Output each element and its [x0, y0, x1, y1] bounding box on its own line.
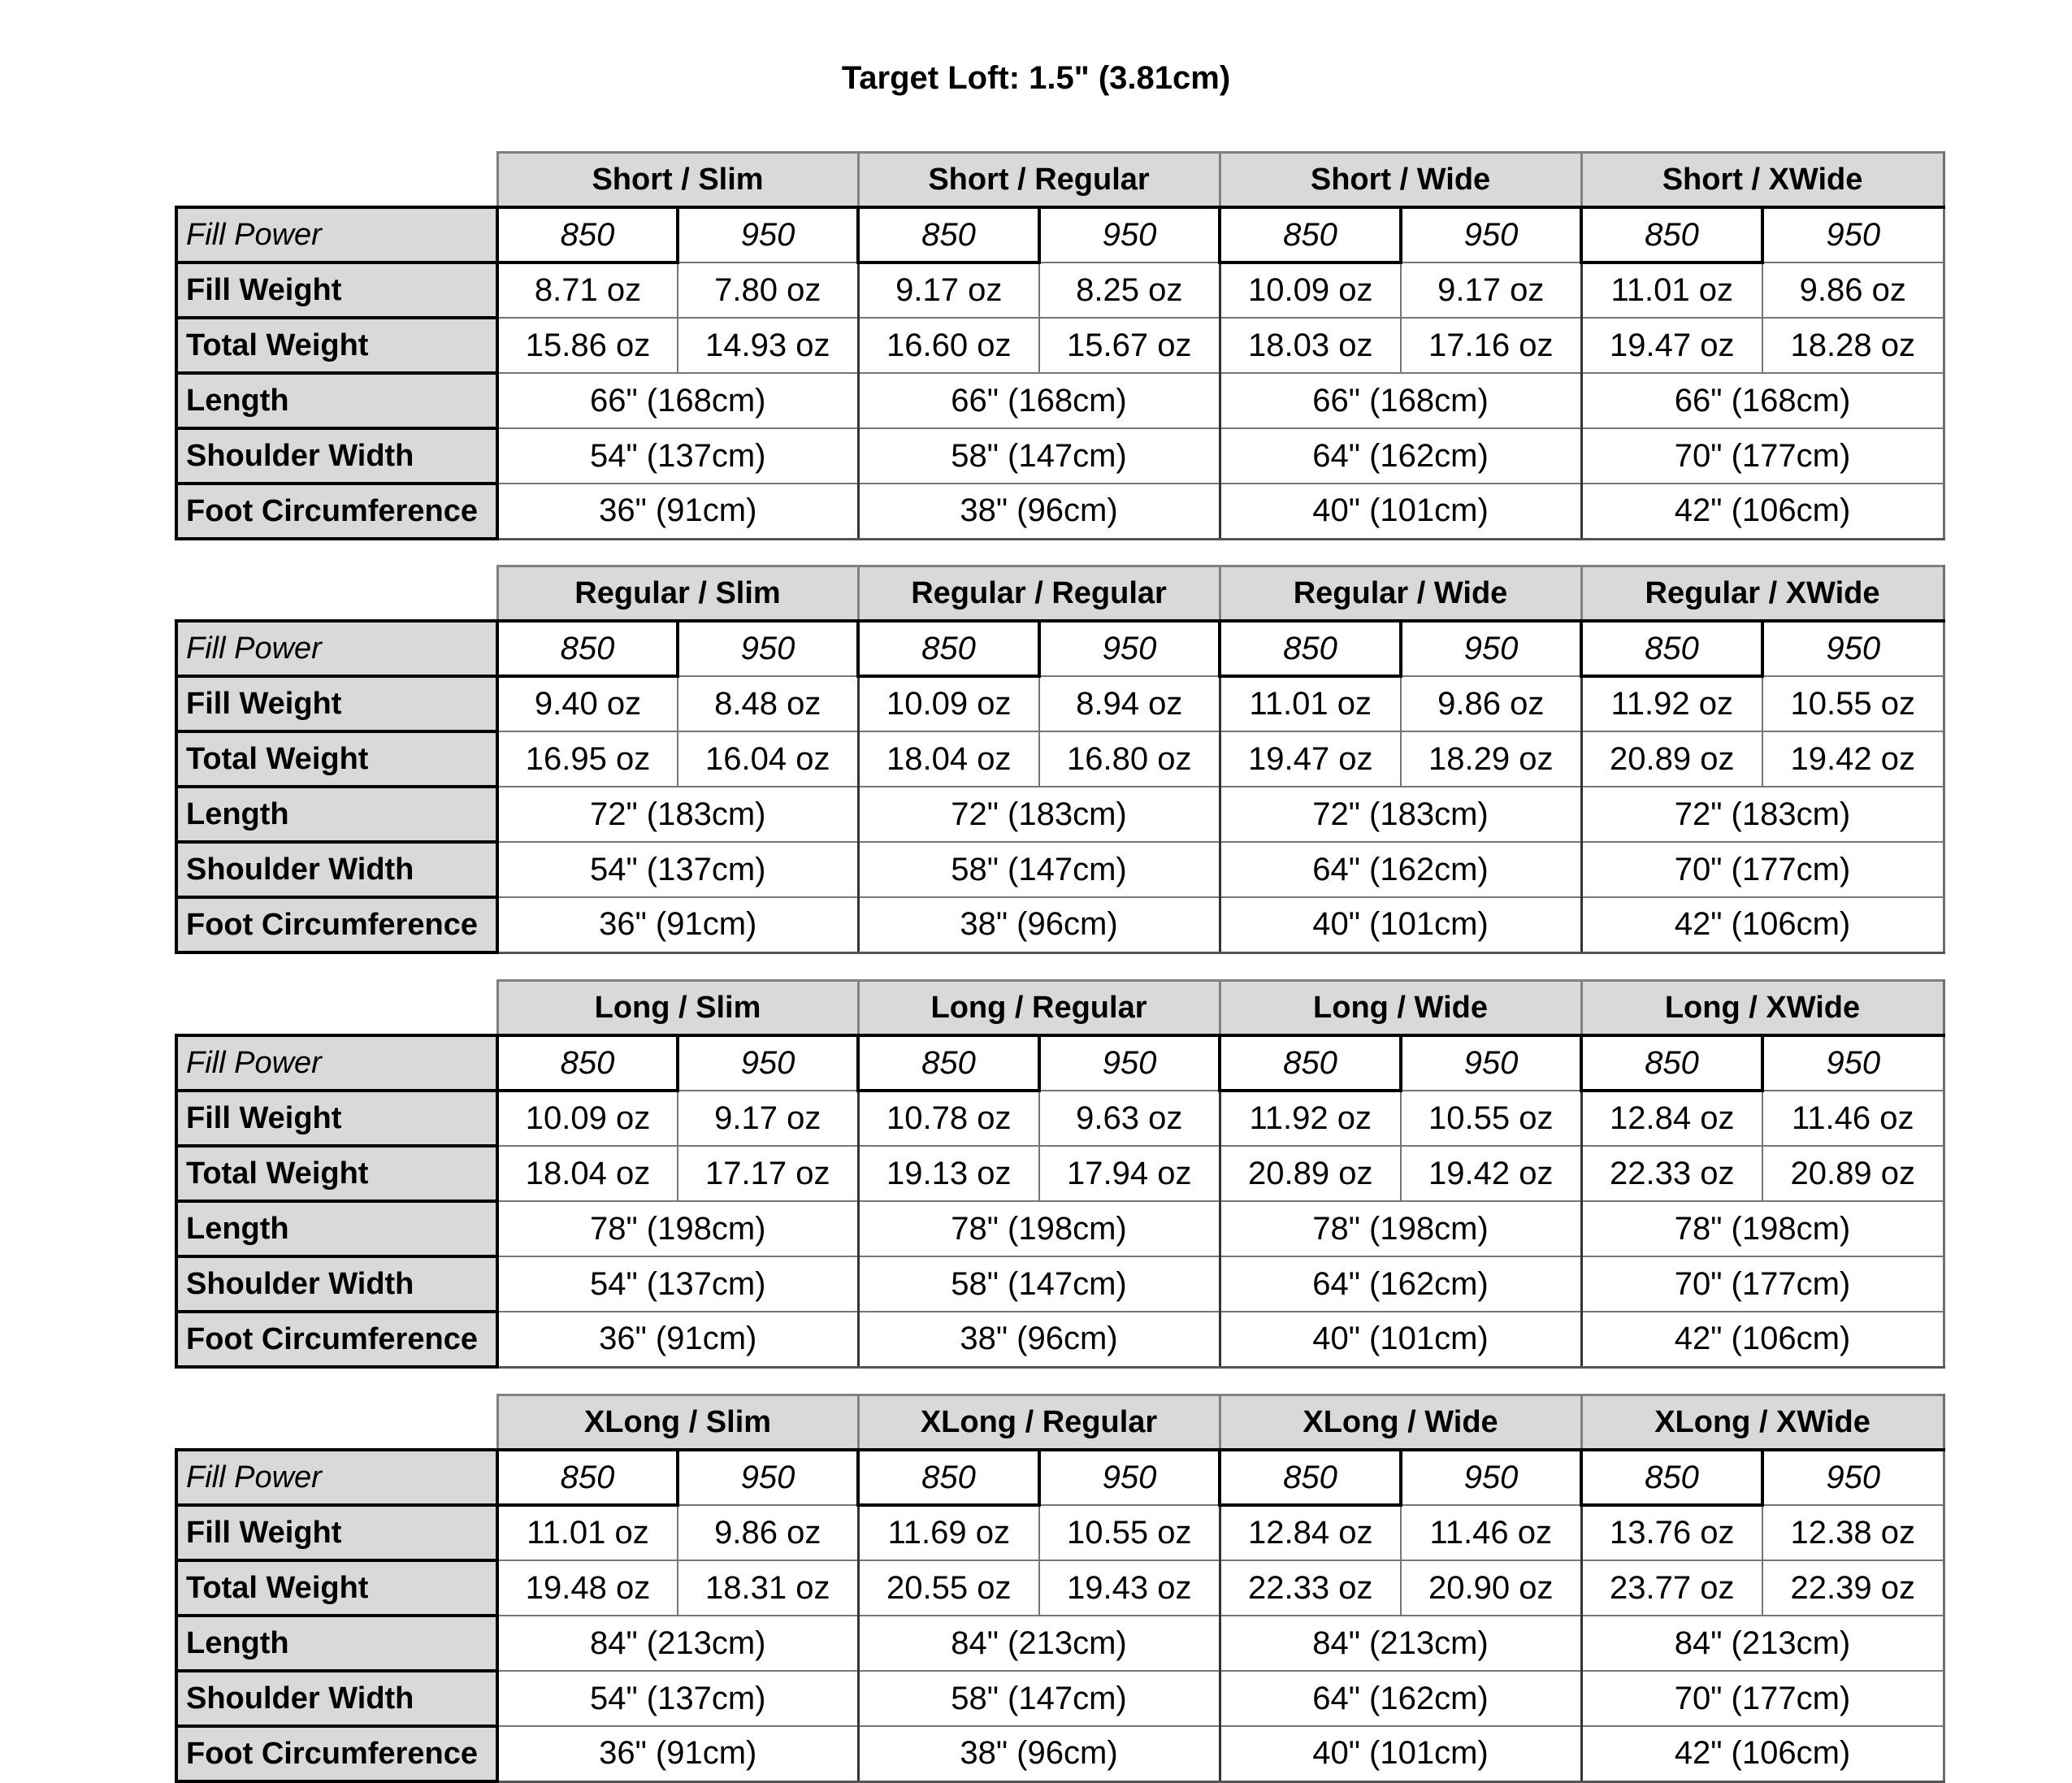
data-cell: 850: [1220, 621, 1401, 676]
data-cell: 850: [1581, 621, 1762, 676]
data-cell: 58" (147cm): [858, 428, 1220, 484]
data-cell: 9.86 oz: [678, 1505, 858, 1560]
data-cell: 22.33 oz: [1581, 1146, 1762, 1201]
fill-weight-row: [176, 1505, 1944, 1560]
row-label: Total Weight: [176, 318, 497, 373]
data-cell: 19.43 oz: [1039, 1560, 1220, 1616]
shoulder-width-row: [176, 1256, 1944, 1312]
data-cell: 58" (147cm): [858, 842, 1220, 897]
length-row: [176, 1616, 1944, 1671]
data-cell: 19.13 oz: [858, 1146, 1039, 1201]
column-header: Short / Regular: [858, 153, 1220, 208]
data-cell: 78" (198cm): [497, 1201, 858, 1256]
data-cell: 38" (96cm): [858, 484, 1220, 539]
data-cell: 38" (96cm): [858, 1726, 1220, 1781]
data-cell: 72" (183cm): [858, 787, 1220, 842]
data-cell: 950: [678, 1035, 858, 1091]
row-label: Shoulder Width: [176, 842, 497, 897]
row-label: Length: [176, 787, 497, 842]
data-cell: 7.80 oz: [678, 262, 858, 318]
data-cell: 11.92 oz: [1220, 1091, 1401, 1146]
data-cell: 9.17 oz: [858, 262, 1039, 318]
size-table-long: [175, 979, 1945, 1369]
data-cell: 20.55 oz: [858, 1560, 1039, 1616]
data-cell: 11.01 oz: [1581, 262, 1762, 318]
header-row: [176, 1395, 1944, 1451]
data-cell: 850: [1220, 1035, 1401, 1091]
column-header: Short / Slim: [497, 153, 858, 208]
foot-circumference-row: [176, 1312, 1944, 1367]
data-cell: 38" (96cm): [858, 897, 1220, 952]
data-cell: 58" (147cm): [858, 1671, 1220, 1726]
column-header: XLong / Wide: [1220, 1395, 1581, 1451]
column-header: XLong / XWide: [1581, 1395, 1944, 1451]
data-cell: 950: [1401, 1450, 1581, 1505]
fill-weight-row: [176, 676, 1944, 731]
row-label: Shoulder Width: [176, 1256, 497, 1312]
data-cell: 19.47 oz: [1220, 731, 1401, 787]
foot-circumference-row: [176, 1726, 1944, 1781]
data-cell: 850: [858, 1450, 1039, 1505]
data-cell: 850: [1581, 207, 1762, 262]
data-cell: 950: [1762, 1450, 1944, 1505]
data-cell: 950: [1039, 1035, 1220, 1091]
data-cell: 66" (168cm): [497, 373, 858, 428]
shoulder-width-row: [176, 842, 1944, 897]
length-row: [176, 787, 1944, 842]
data-cell: 58" (147cm): [858, 1256, 1220, 1312]
header-row: [176, 981, 1944, 1036]
data-cell: 950: [678, 1450, 858, 1505]
data-cell: 850: [858, 621, 1039, 676]
data-cell: 18.28 oz: [1762, 318, 1944, 373]
shoulder-width-row: [176, 1671, 1944, 1726]
column-header: Long / Wide: [1220, 981, 1581, 1036]
row-label: Foot Circumference: [176, 1726, 497, 1781]
column-header: Regular / Regular: [858, 566, 1220, 622]
data-cell: 850: [1581, 1450, 1762, 1505]
data-cell: 19.42 oz: [1762, 731, 1944, 787]
data-cell: 36" (91cm): [497, 1726, 858, 1781]
column-header: XLong / Regular: [858, 1395, 1220, 1451]
data-cell: 42" (106cm): [1581, 484, 1944, 539]
row-label: Foot Circumference: [176, 484, 497, 539]
size-table-xlong: [175, 1394, 1945, 1783]
row-label: Foot Circumference: [176, 1312, 497, 1367]
data-cell: 850: [858, 1035, 1039, 1091]
header-row: [176, 566, 1944, 622]
row-label: Total Weight: [176, 731, 497, 787]
fill-weight-row: [176, 1091, 1944, 1146]
data-cell: 70" (177cm): [1581, 842, 1944, 897]
fill-power-row: [176, 1035, 1944, 1091]
data-cell: 10.78 oz: [858, 1091, 1039, 1146]
data-cell: 42" (106cm): [1581, 1726, 1944, 1781]
data-cell: 950: [1401, 207, 1581, 262]
data-cell: 19.42 oz: [1401, 1146, 1581, 1201]
data-cell: 20.90 oz: [1401, 1560, 1581, 1616]
data-cell: 8.71 oz: [497, 262, 678, 318]
data-cell: 18.03 oz: [1220, 318, 1401, 373]
data-cell: 12.84 oz: [1220, 1505, 1401, 1560]
data-cell: 20.89 oz: [1581, 731, 1762, 787]
data-cell: 84" (213cm): [858, 1616, 1220, 1671]
data-cell: 16.95 oz: [497, 731, 678, 787]
data-cell: 19.48 oz: [497, 1560, 678, 1616]
data-cell: 40" (101cm): [1220, 484, 1581, 539]
data-cell: 14.93 oz: [678, 318, 858, 373]
data-cell: 8.94 oz: [1039, 676, 1220, 731]
data-cell: 8.48 oz: [678, 676, 858, 731]
data-cell: 10.09 oz: [1220, 262, 1401, 318]
column-header: Short / XWide: [1581, 153, 1944, 208]
data-cell: 9.86 oz: [1401, 676, 1581, 731]
data-cell: 11.01 oz: [497, 1505, 678, 1560]
data-cell: 950: [1039, 1450, 1220, 1505]
data-cell: 66" (168cm): [858, 373, 1220, 428]
data-cell: 950: [1762, 1035, 1944, 1091]
data-cell: 10.09 oz: [497, 1091, 678, 1146]
corner-cell: [176, 153, 497, 208]
data-cell: 66" (168cm): [1220, 373, 1581, 428]
total-weight-row: [176, 318, 1944, 373]
column-header: Regular / XWide: [1581, 566, 1944, 622]
row-label: Total Weight: [176, 1560, 497, 1616]
data-cell: 850: [497, 1035, 678, 1091]
data-cell: 8.25 oz: [1039, 262, 1220, 318]
data-cell: 42" (106cm): [1581, 1312, 1944, 1367]
data-cell: 72" (183cm): [1220, 787, 1581, 842]
data-cell: 64" (162cm): [1220, 1671, 1581, 1726]
length-row: [176, 1201, 1944, 1256]
data-cell: 40" (101cm): [1220, 1312, 1581, 1367]
data-cell: 18.31 oz: [678, 1560, 858, 1616]
data-cell: 850: [497, 207, 678, 262]
column-header: Short / Wide: [1220, 153, 1581, 208]
data-cell: 15.67 oz: [1039, 318, 1220, 373]
row-label: Fill Weight: [176, 1091, 497, 1146]
data-cell: 84" (213cm): [1581, 1616, 1944, 1671]
data-cell: 11.92 oz: [1581, 676, 1762, 731]
column-header: Long / XWide: [1581, 981, 1944, 1036]
row-label: Fill Weight: [176, 1505, 497, 1560]
header-row: [176, 153, 1944, 208]
data-cell: 54" (137cm): [497, 1256, 858, 1312]
column-header: Regular / Wide: [1220, 566, 1581, 622]
data-cell: 54" (137cm): [497, 842, 858, 897]
data-cell: 64" (162cm): [1220, 1256, 1581, 1312]
data-cell: 950: [1401, 621, 1581, 676]
data-cell: 20.89 oz: [1220, 1146, 1401, 1201]
column-header: Regular / Slim: [497, 566, 858, 622]
data-cell: 15.86 oz: [497, 318, 678, 373]
data-cell: 70" (177cm): [1581, 1256, 1944, 1312]
row-label: Shoulder Width: [176, 428, 497, 484]
data-cell: 850: [1220, 207, 1401, 262]
data-cell: 12.38 oz: [1762, 1505, 1944, 1560]
data-cell: 70" (177cm): [1581, 1671, 1944, 1726]
data-cell: 850: [1581, 1035, 1762, 1091]
data-cell: 9.40 oz: [497, 676, 678, 731]
data-cell: 850: [1220, 1450, 1401, 1505]
data-cell: 70" (177cm): [1581, 428, 1944, 484]
data-cell: 42" (106cm): [1581, 897, 1944, 952]
total-weight-row: [176, 1146, 1944, 1201]
data-cell: 19.47 oz: [1581, 318, 1762, 373]
row-label: Fill Power: [176, 1035, 497, 1091]
fill-power-row: [176, 1450, 1944, 1505]
data-cell: 22.39 oz: [1762, 1560, 1944, 1616]
data-cell: 16.80 oz: [1039, 731, 1220, 787]
total-weight-row: [176, 731, 1944, 787]
row-label: Total Weight: [176, 1146, 497, 1201]
data-cell: 11.69 oz: [858, 1505, 1039, 1560]
data-cell: 11.01 oz: [1220, 676, 1401, 731]
data-cell: 13.76 oz: [1581, 1505, 1762, 1560]
data-cell: 78" (198cm): [858, 1201, 1220, 1256]
data-cell: 10.55 oz: [1401, 1091, 1581, 1146]
data-cell: 23.77 oz: [1581, 1560, 1762, 1616]
page-title: Target Loft: 1.5" (3.81cm): [841, 60, 1231, 96]
column-header: XLong / Slim: [497, 1395, 858, 1451]
data-cell: 950: [678, 621, 858, 676]
data-cell: 72" (183cm): [497, 787, 858, 842]
data-cell: 20.89 oz: [1762, 1146, 1944, 1201]
data-cell: 38" (96cm): [858, 1312, 1220, 1367]
data-cell: 850: [858, 207, 1039, 262]
data-cell: 54" (137cm): [497, 428, 858, 484]
data-cell: 11.46 oz: [1401, 1505, 1581, 1560]
row-label: Fill Weight: [176, 262, 497, 318]
data-cell: 18.04 oz: [858, 731, 1039, 787]
data-cell: 64" (162cm): [1220, 428, 1581, 484]
data-cell: 18.29 oz: [1401, 731, 1581, 787]
data-cell: 18.04 oz: [497, 1146, 678, 1201]
data-cell: 9.63 oz: [1039, 1091, 1220, 1146]
data-cell: 66" (168cm): [1581, 373, 1944, 428]
foot-circumference-row: [176, 897, 1944, 952]
data-cell: 16.60 oz: [858, 318, 1039, 373]
data-cell: 950: [1039, 621, 1220, 676]
data-cell: 84" (213cm): [1220, 1616, 1581, 1671]
data-cell: 11.46 oz: [1762, 1091, 1944, 1146]
shoulder-width-row: [176, 428, 1944, 484]
data-cell: 17.94 oz: [1039, 1146, 1220, 1201]
fill-weight-row: [176, 262, 1944, 318]
data-cell: 17.16 oz: [1401, 318, 1581, 373]
data-cell: 40" (101cm): [1220, 897, 1581, 952]
data-cell: 78" (198cm): [1220, 1201, 1581, 1256]
data-cell: 850: [497, 1450, 678, 1505]
row-label: Fill Weight: [176, 676, 497, 731]
data-cell: 10.55 oz: [1762, 676, 1944, 731]
data-cell: 40" (101cm): [1220, 1726, 1581, 1781]
size-table-short: [175, 151, 1945, 540]
data-cell: 36" (91cm): [497, 1312, 858, 1367]
data-cell: 84" (213cm): [497, 1616, 858, 1671]
row-label: Fill Power: [176, 621, 497, 676]
row-label: Fill Power: [176, 1450, 497, 1505]
row-label: Length: [176, 1201, 497, 1256]
data-cell: 950: [1401, 1035, 1581, 1091]
data-cell: 54" (137cm): [497, 1671, 858, 1726]
data-cell: 78" (198cm): [1581, 1201, 1944, 1256]
row-label: Shoulder Width: [176, 1671, 497, 1726]
corner-cell: [176, 1395, 497, 1451]
row-label: Length: [176, 1616, 497, 1671]
column-header: Long / Slim: [497, 981, 858, 1036]
corner-cell: [176, 566, 497, 622]
data-cell: 950: [1762, 207, 1944, 262]
column-header: Long / Regular: [858, 981, 1220, 1036]
data-cell: 9.86 oz: [1762, 262, 1944, 318]
size-table-regular: [175, 565, 1945, 954]
data-cell: 950: [1039, 207, 1220, 262]
row-label: Fill Power: [176, 207, 497, 262]
total-weight-row: [176, 1560, 1944, 1616]
data-cell: 10.55 oz: [1039, 1505, 1220, 1560]
data-cell: 36" (91cm): [497, 484, 858, 539]
data-cell: 22.33 oz: [1220, 1560, 1401, 1616]
data-cell: 9.17 oz: [1401, 262, 1581, 318]
data-cell: 64" (162cm): [1220, 842, 1581, 897]
data-cell: 36" (91cm): [497, 897, 858, 952]
data-cell: 9.17 oz: [678, 1091, 858, 1146]
data-cell: 12.84 oz: [1581, 1091, 1762, 1146]
row-label: Length: [176, 373, 497, 428]
data-cell: 72" (183cm): [1581, 787, 1944, 842]
data-cell: 16.04 oz: [678, 731, 858, 787]
data-cell: 17.17 oz: [678, 1146, 858, 1201]
corner-cell: [176, 981, 497, 1036]
fill-power-row: [176, 207, 1944, 262]
length-row: [176, 373, 1944, 428]
data-cell: 850: [497, 621, 678, 676]
data-cell: 950: [678, 207, 858, 262]
fill-power-row: [176, 621, 1944, 676]
data-cell: 950: [1762, 621, 1944, 676]
foot-circumference-row: [176, 484, 1944, 539]
data-cell: 10.09 oz: [858, 676, 1039, 731]
row-label: Foot Circumference: [176, 897, 497, 952]
